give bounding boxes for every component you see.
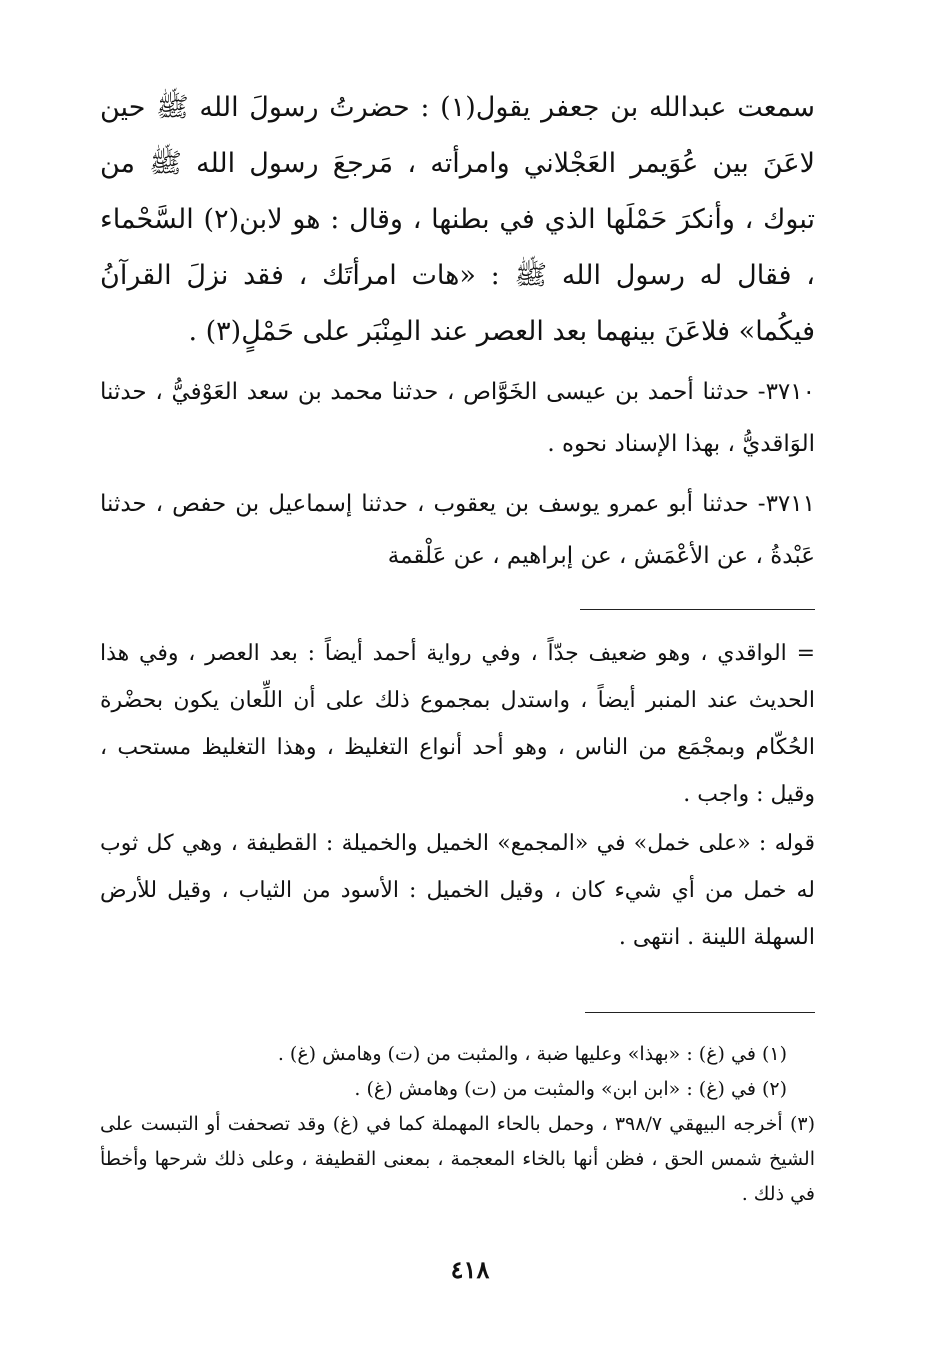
commentary-paragraph-2: قوله : «على خمل» في «المجمع» الخميل والخميلة : القطيفة ، وهي كل ثوب له خمل من أي شيء كان ، وقيل الخميل : الأسود من الثياب ، وقيل للأرض السهلة اللينة . انتهى . xyxy=(100,831,815,950)
footnote-2: (٢) في (غ) : «ابن ابن» والمثبت من (ت) وهامش (غ) . xyxy=(354,1078,787,1100)
hadith-3710: ٣٧١٠- حدثنا أحمد بن عيسى الخَوَّاص ، حدثنا محمد بن سعد العَوْفيُّ ، حدثنا الوَاقديُّ ، بهذا الإسناد نحوه . xyxy=(100,379,815,457)
page-number: ٤١٨ xyxy=(450,1255,490,1284)
commentary-paragraph-1: = الواقدي ، وهو ضعيف جدّاً ، وفي رواية أحمد أيضاً : بعد العصر ، وفي هذا الحديث عند المنبر أيضاً ، واستدل بمجموع ذلك على أن اللِّعان يكون بحضْرة الحُكّام وبمجْمَع من الناس ، وهو أحد أنواع التغليظ ، وهذا التغليظ مستحب ، وقيل : واجب . xyxy=(100,641,815,807)
separator-rule-footnotes xyxy=(585,1012,815,1013)
separator-rule-commentary xyxy=(580,609,815,610)
hadith-3711: ٣٧١١- حدثنا أبو عمرو يوسف بن يعقوب ، حدثنا إسماعيل بن حفص ، حدثنا عَبْدةُ ، عن الأعْمَش ، عن إبراهيم ، عن عَلْقمة xyxy=(100,491,815,569)
main-paragraph: سمعت عبدالله بن جعفر يقول(١) : حضرتُ رسولَ الله ﷺ حين لاعَنَ بين عُوَيمر العَجْلاني وامرأته ، مَرجعَ رسول الله ﷺ من تبوك ، وأنكرَ حَمْلَها الذي في بطنها ، وقال : هو لابن(٢) السَّحْماء ، فقال له رسول الله ﷺ : «هات امرأتَك ، فقد نزلَ القرآنُ فيكُما» فلاعَنَ بينهما بعد العصر عند المِنْبَر على حَمْلٍ(٣) . xyxy=(100,92,815,347)
footnote-1: (١) في (غ) : «بهذا» وعليها ضبة ، والمثبت من (ت) وهامش (غ) . xyxy=(277,1043,787,1065)
footnote-3: (٣) أخرجه البيهقي ٣٩٨/٧ ، وحمل بالحاء المهملة كما في (غ) وقد تصحفت أو التبست على الشيخ شمس الحق ، فظن أنها بالخاء المعجمة ، بمعنى القطيفة ، وعلى ذلك شرحها وأخطأ في ذلك . xyxy=(100,1113,815,1205)
